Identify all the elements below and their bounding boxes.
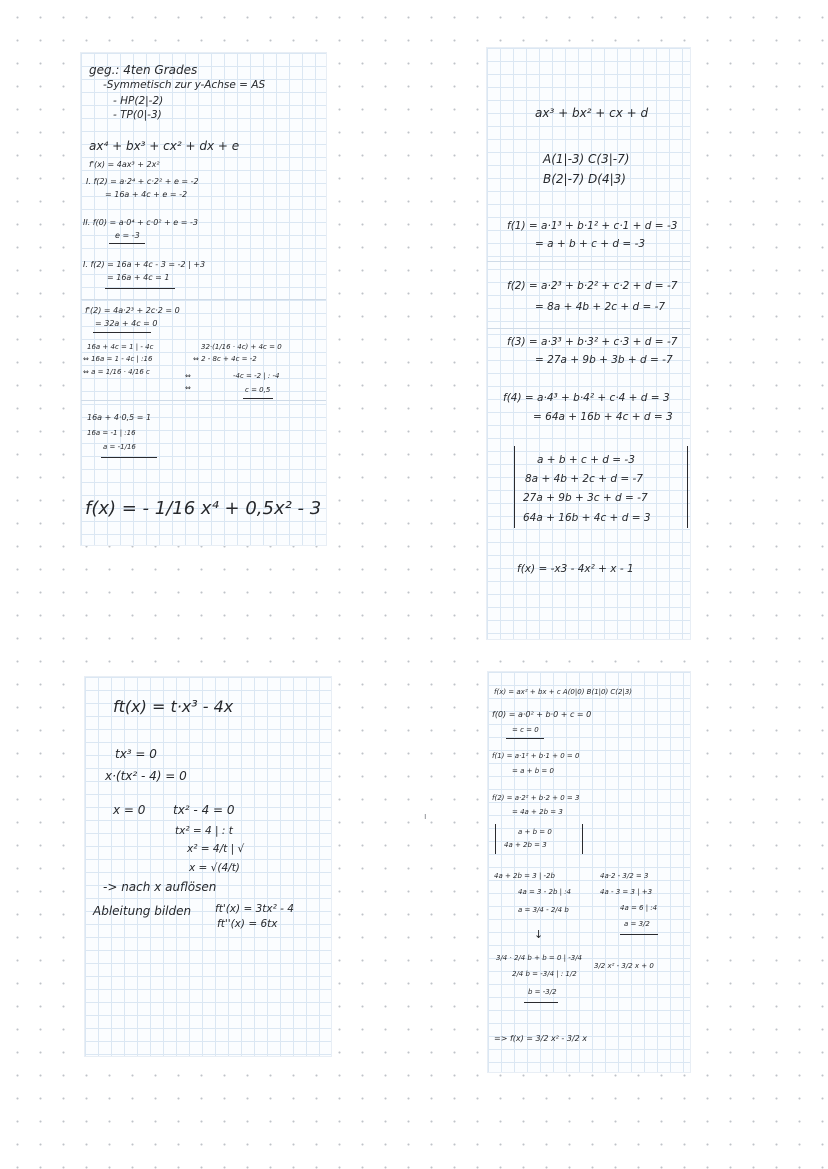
note-card-cubic <box>487 48 690 639</box>
note-line: f'(x) = 4ax³ + 2x² <box>89 160 160 169</box>
note-line: 32·(1/16 · 4c) + 4c = 0 <box>201 343 282 351</box>
page-separator <box>487 328 690 329</box>
note-line: c = 0,5 <box>245 386 271 394</box>
note-line: 27a + 9b + 3c + d = -7 <box>523 492 648 504</box>
underline <box>105 288 175 289</box>
note-line: A(1|-3) C(3|-7) <box>543 152 630 166</box>
note-line: -Symmetisch zur y-Achse = AS <box>103 79 266 91</box>
result-function: f(x) = -x3 - 4x² + x - 1 <box>517 563 634 575</box>
underline <box>243 398 273 399</box>
page-separator <box>487 261 690 262</box>
note-line: II. f(0) = a·0⁴ + c·0² + e = -3 <box>83 218 198 227</box>
page-separator <box>81 400 326 401</box>
note-line: 4a = 3 - 2b | :4 <box>518 888 572 896</box>
note-line: = 16a + 4c + e = -2 <box>105 190 188 199</box>
note-line: x² = 4/t | √ <box>187 843 245 855</box>
note-line: f(2) = a·2² + b·2 + 0 = 3 <box>492 794 580 802</box>
note-line: 2/4 b = -3/4 | : 1/2 <box>512 970 577 978</box>
note-line: ax³ + bx² + cx + d <box>535 106 649 120</box>
note-line: ft''(x) = 6tx <box>217 918 278 930</box>
note-line: - HP(2|-2) <box>113 95 164 107</box>
note-line: f(x) = ax² + bx + c A(0|0) B(1|0) C(2|3) <box>494 688 633 696</box>
note-card-family <box>85 677 331 1056</box>
note-line: 4a + 2b = 3 <box>504 841 547 849</box>
note-line: f(3) = a·3³ + b·3² + c·3 + d = -7 <box>507 336 678 348</box>
note-line: = c = 0 <box>512 726 539 734</box>
note-line: a = 3/2 <box>624 920 650 928</box>
note-line: e = -3 <box>115 231 140 240</box>
system-bracket-left <box>514 446 515 528</box>
note-line: 4a + 2b = 3 | -2b <box>494 872 555 880</box>
note-line: I. f(2) = a·2⁴ + c·2² + e = -2 <box>86 177 199 186</box>
note-line: f(4) = a·4³ + b·4² + c·4 + d = 3 <box>503 392 670 404</box>
note-line: tx² - 4 = 0 <box>173 803 235 817</box>
note-card-quadratic <box>488 672 690 1072</box>
result-function: => f(x) = 3/2 x² - 3/2 x <box>494 1034 588 1043</box>
underline <box>109 243 145 244</box>
note-line: = 64a + 16b + 4c + d = 3 <box>533 411 673 423</box>
result-function: f(x) = - 1/16 x⁴ + 0,5x² - 3 <box>85 498 322 519</box>
note-line: = 4a + 2b = 3 <box>512 808 563 816</box>
note-line: geg.: 4ten Grades <box>89 63 198 77</box>
note-line: f'(2) = 4a·2³ + 2c·2 = 0 <box>85 306 180 315</box>
note-line: a = 3/4 - 2/4 b <box>518 906 569 914</box>
underline <box>506 738 544 739</box>
note-line: a = -1/16 <box>103 443 136 451</box>
underline <box>620 934 658 935</box>
note-line: -> nach x auflösen <box>103 880 217 894</box>
note-line: 16a + 4·0,5 = 1 <box>87 413 152 422</box>
note-line: x = √(4/t) <box>189 862 240 874</box>
note-line: 4a - 3 = 3 | +3 <box>600 888 653 896</box>
down-arrow-icon: ↓ <box>534 928 544 941</box>
underline <box>93 332 151 333</box>
note-line: 16a = -1 | :16 <box>87 429 136 437</box>
note-line: -4c = -2 | : -4 <box>233 372 280 380</box>
note-line: 16a + 4c = 1 | - 4c <box>87 343 154 351</box>
note-line: b = -3/2 <box>528 988 557 996</box>
note-line: = 32a + 4c = 0 <box>95 319 158 328</box>
note-line: = a + b = 0 <box>512 767 554 775</box>
note-line: = 27a + 9b + 3b + d = -7 <box>535 354 673 366</box>
note-line: 3/4 · 2/4 b + b = 0 | -3/4 <box>496 954 583 962</box>
system-bracket-left <box>495 824 496 854</box>
note-line: = 16a + 4c = 1 <box>107 273 170 282</box>
note-line: ⇔ 16a = 1 - 4c | :16 <box>83 355 153 363</box>
note-card-quartic <box>81 53 326 545</box>
note-line: x = 0 <box>113 803 146 817</box>
note-line: Ableitung bilden <box>93 904 192 918</box>
note-line: - TP(0|-3) <box>113 109 162 121</box>
underline <box>524 1002 558 1003</box>
note-line: x·(tx² - 4) = 0 <box>105 769 187 783</box>
underline <box>101 457 157 458</box>
note-line: 3/2 x² - 3/2 x + 0 <box>594 962 654 970</box>
note-line: I. f(2) = 16a + 4c - 3 = -2 | +3 <box>83 260 206 269</box>
note-line: 8a + 4b + 2c + d = -7 <box>525 473 643 485</box>
note-line: f(1) = a·1³ + b·1² + c·1 + d = -3 <box>507 220 678 232</box>
note-line: a + b + c + d = -3 <box>537 454 635 466</box>
note-line: ⇔ <box>185 372 191 380</box>
note-line: ⇔ a = 1/16 · 4/16 c <box>83 368 150 376</box>
note-line: ft(x) = t·x³ - 4x <box>113 697 234 716</box>
system-bracket-right <box>582 824 583 854</box>
system-bracket-right <box>687 446 688 528</box>
note-line: 4a·2 - 3/2 = 3 <box>600 872 649 880</box>
note-line: tx² = 4 | : t <box>175 825 233 837</box>
page-separator <box>81 299 326 300</box>
note-line: f(2) = a·2³ + b·2² + c·2 + d = -7 <box>507 280 678 292</box>
note-line: = a + b + c + d = -3 <box>535 238 646 250</box>
note-line: 64a + 16b + 4c + d = 3 <box>523 512 651 524</box>
note-line: B(2|-7) D(4|3) <box>543 172 626 186</box>
note-line: ⇔ <box>185 384 191 392</box>
note-line: 4a = 6 | :4 <box>620 904 658 912</box>
note-line: = 8a + 4b + 2c + d = -7 <box>535 301 666 313</box>
note-line: tx³ = 0 <box>115 747 157 761</box>
note-line: ax⁴ + bx³ + cx² + dx + e <box>89 139 240 153</box>
note-line: f(0) = a·0² + b·0 + c = 0 <box>492 710 592 719</box>
note-line: ⇔ 2 - 8c + 4c = -2 <box>193 355 257 363</box>
note-line: f(1) = a·1² + b·1 + 0 = 0 <box>492 752 580 760</box>
note-line: a + b = 0 <box>518 828 552 836</box>
note-line: ft'(x) = 3tx² - 4 <box>215 903 294 915</box>
stray-mark: ı <box>424 812 427 822</box>
